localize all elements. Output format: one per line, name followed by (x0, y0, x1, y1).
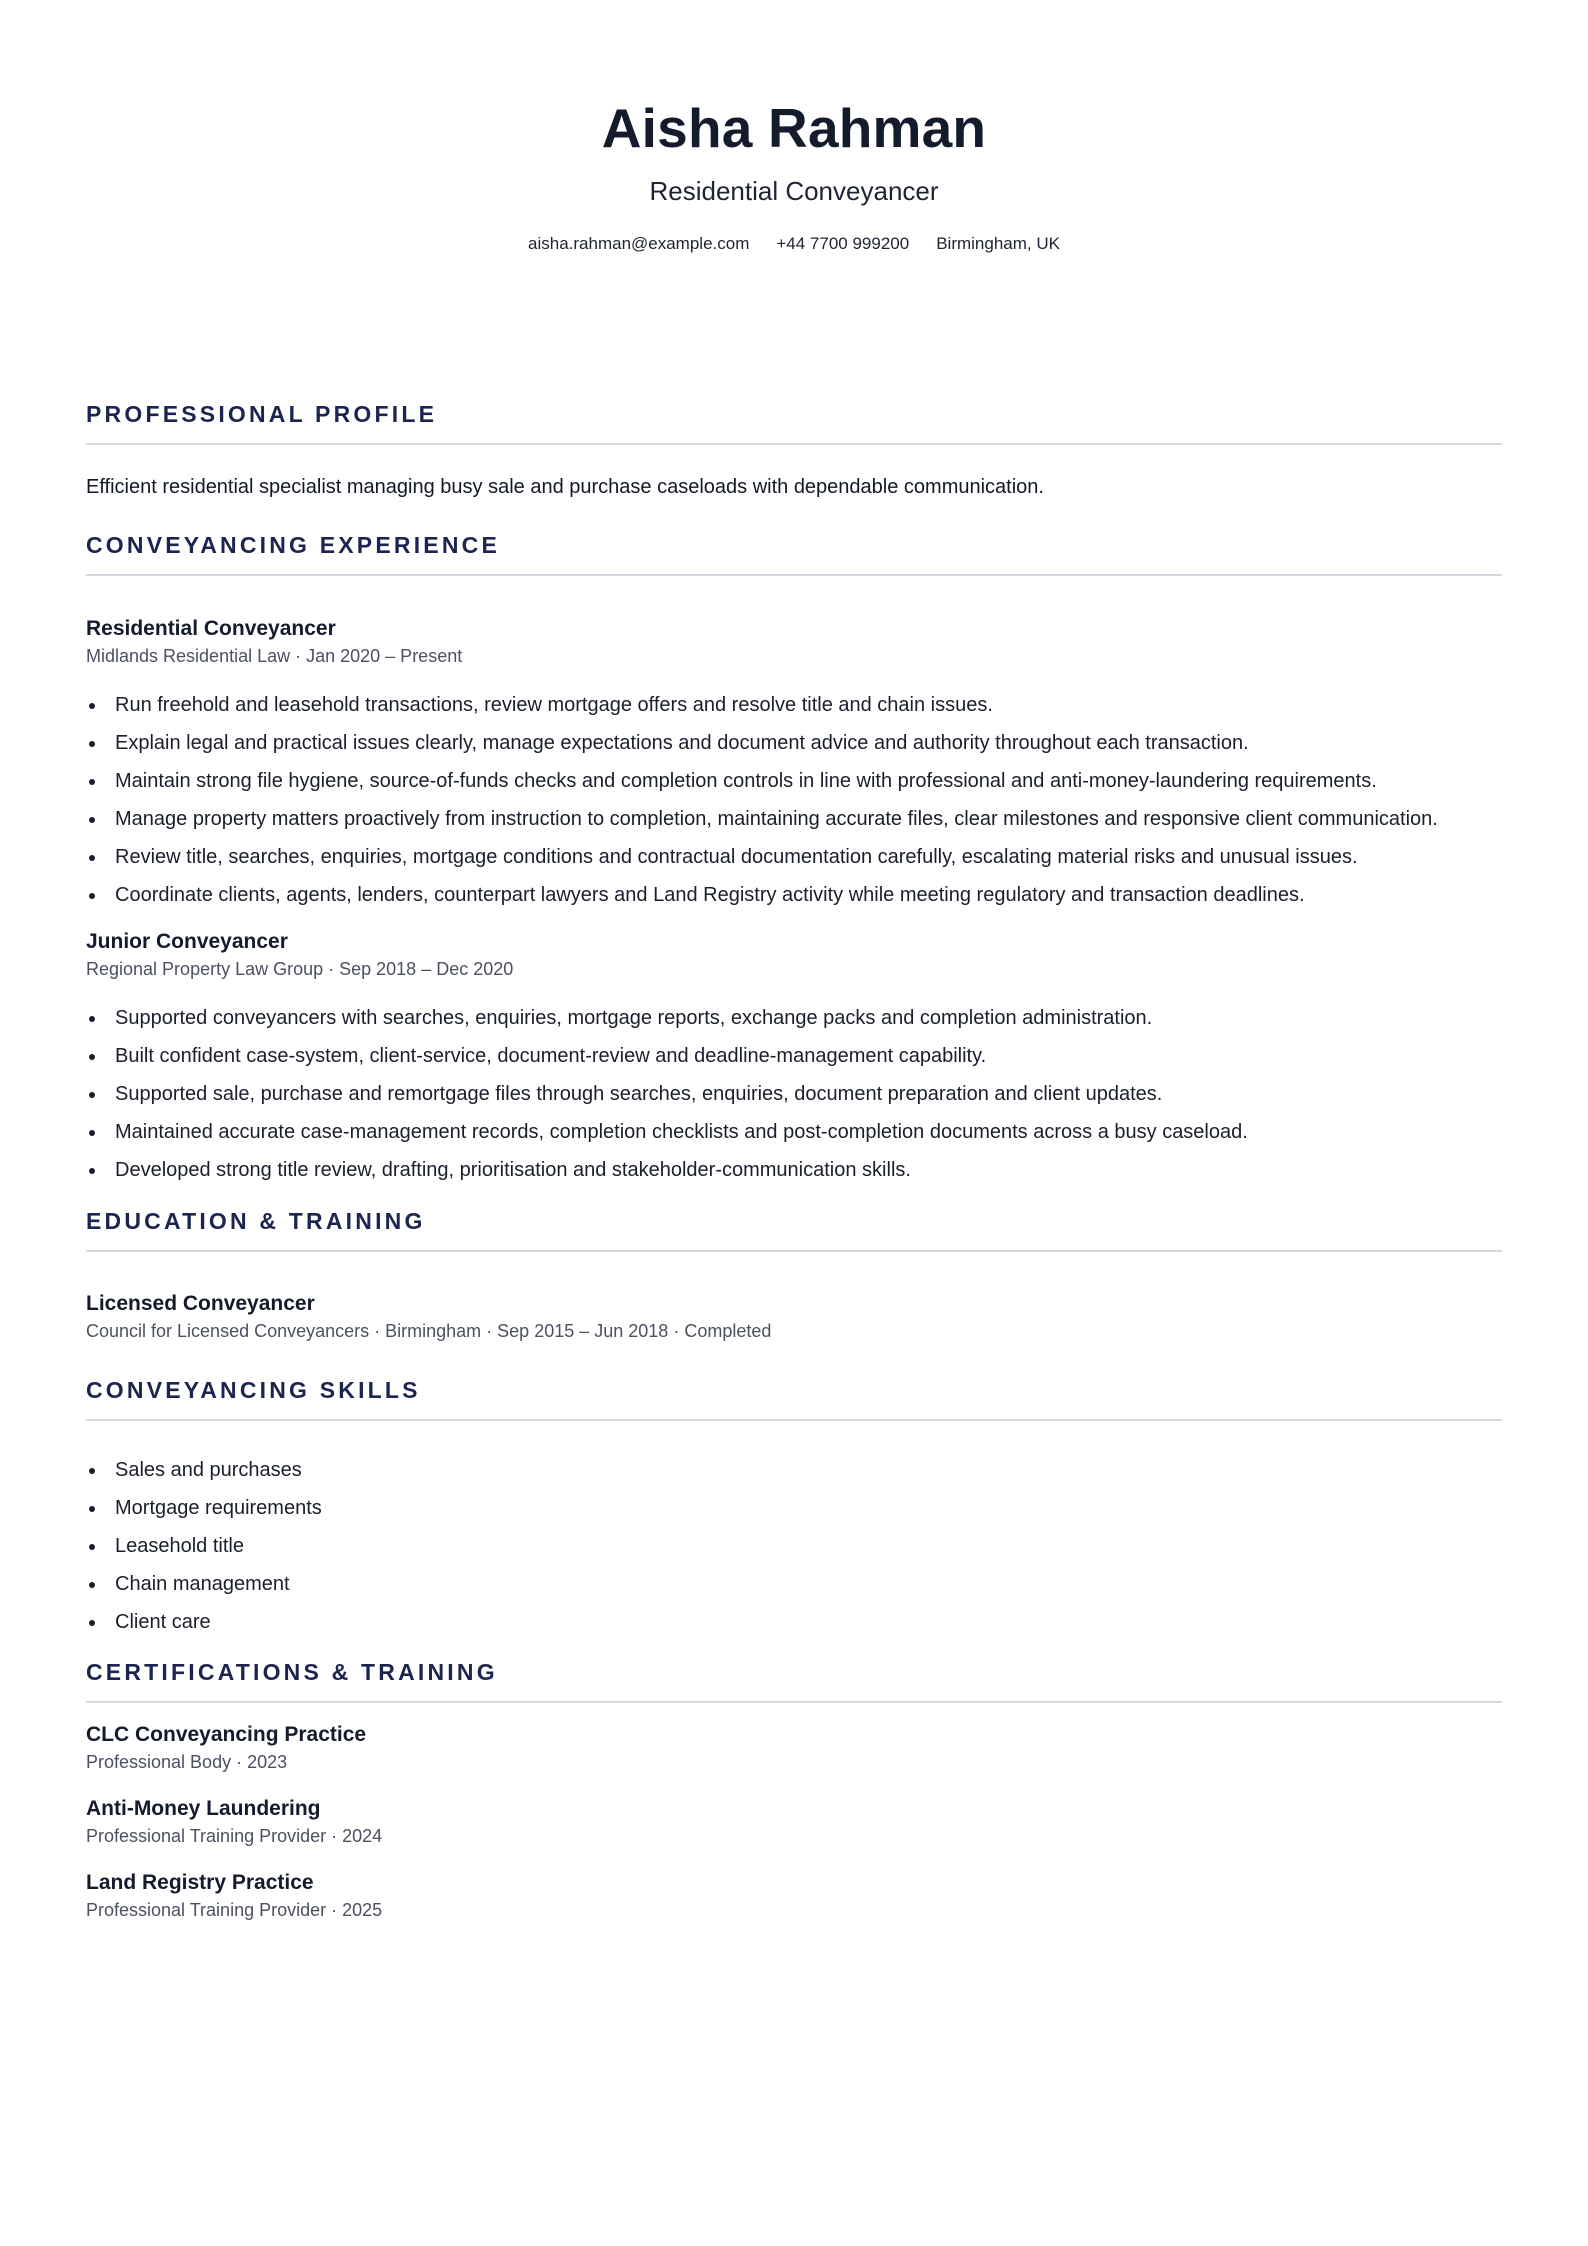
job-role: Residential Conveyancer (86, 617, 336, 640)
certification-entry (86, 1869, 1502, 1922)
certification-meta: Professional Training Provider · 2024 (86, 1826, 383, 1846)
experience-section (86, 531, 1502, 1185)
list-item: Chain management (115, 1569, 1502, 1599)
job-meta: Midlands Residential Law · Jan 2020 – Present (86, 646, 463, 666)
certifications-section (86, 1658, 1502, 1922)
list-item: Mortgage requirements (115, 1493, 1502, 1523)
contact-email: aisha.rahman@example.com (528, 234, 750, 253)
contact-phone: +44 7700 999200 (776, 234, 910, 253)
candidate-name: Aisha Rahman (601, 97, 987, 159)
education-meta: Council for Licensed Conveyancers · Birmingham · Sep 2015 – Jun 2018 · Completed (86, 1321, 772, 1341)
skills-list (86, 1455, 1502, 1637)
profile-summary: Efficient residential specialist managing busy sale and purchase caseloads with dependable communication. (86, 476, 1044, 498)
job-entry (86, 928, 1502, 1185)
certification-entry (86, 1721, 1502, 1774)
list-item: Supported conveyancers with searches, enquiries, mortgage reports, exchange packs and completion administration. (115, 1003, 1502, 1033)
certification-name: Anti-Money Laundering (86, 1797, 321, 1820)
job-bullets (86, 690, 1502, 910)
list-item: Maintained accurate case-management records, completion checklists and post-completion documents across a busy caseload. (115, 1117, 1502, 1147)
section-heading: EDUCATION & TRAINING (86, 1207, 1502, 1252)
section-heading: CERTIFICATIONS & TRAINING (86, 1658, 1502, 1703)
list-item: Built confident case-system, client-service, document-review and deadline-management capability. (115, 1041, 1502, 1071)
section-heading: PROFESSIONAL PROFILE (86, 400, 1502, 445)
certification-meta: Professional Body · 2023 (86, 1752, 288, 1772)
list-item: Manage property matters proactively from instruction to completion, maintaining accurate files, clear milestones and responsive client communication. (115, 804, 1502, 834)
contact-line (86, 233, 1502, 255)
certification-name: CLC Conveyancing Practice (86, 1723, 367, 1746)
resume-header (86, 0, 1502, 255)
list-item: Leasehold title (115, 1531, 1502, 1561)
certification-entry (86, 1795, 1502, 1848)
section-heading: CONVEYANCING EXPERIENCE (86, 531, 1502, 576)
list-item: Developed strong title review, drafting, prioritisation and stakeholder-communication skills. (115, 1155, 1502, 1185)
list-item: Supported sale, purchase and remortgage files through searches, enquiries, document preparation and client updates. (115, 1079, 1502, 1109)
list-item: Sales and purchases (115, 1455, 1502, 1485)
certification-meta: Professional Training Provider · 2025 (86, 1900, 383, 1920)
job-meta: Regional Property Law Group · Sep 2018 – Dec 2020 (86, 959, 514, 979)
education-entry (86, 1290, 1502, 1343)
list-item: Client care (115, 1607, 1502, 1637)
education-name: Licensed Conveyancer (86, 1292, 315, 1315)
certification-name: Land Registry Practice (86, 1871, 314, 1894)
list-item: Explain legal and practical issues clearly, manage expectations and document advice and authority throughout each transaction. (115, 728, 1502, 758)
job-role: Junior Conveyancer (86, 930, 288, 953)
section-heading: CONVEYANCING SKILLS (86, 1376, 1502, 1421)
contact-location: Birmingham, UK (936, 234, 1060, 253)
candidate-title: Residential Conveyancer (649, 176, 939, 206)
list-item: Coordinate clients, agents, lenders, counterpart lawyers and Land Registry activity while meeting regulatory and transaction deadlines. (115, 880, 1502, 910)
skills-section (86, 1376, 1502, 1637)
job-bullets (86, 1003, 1502, 1185)
list-item: Review title, searches, enquiries, mortgage conditions and contractual documentation carefully, escalating material risks and unusual issues. (115, 842, 1502, 872)
list-item: Maintain strong file hygiene, source-of-funds checks and completion controls in line with professional and anti-money-laundering requirements. (115, 766, 1502, 796)
profile-section (86, 400, 1502, 501)
list-item: Run freehold and leasehold transactions, review mortgage offers and resolve title and chain issues. (115, 690, 1502, 720)
education-section (86, 1207, 1502, 1343)
job-entry (86, 615, 1502, 910)
